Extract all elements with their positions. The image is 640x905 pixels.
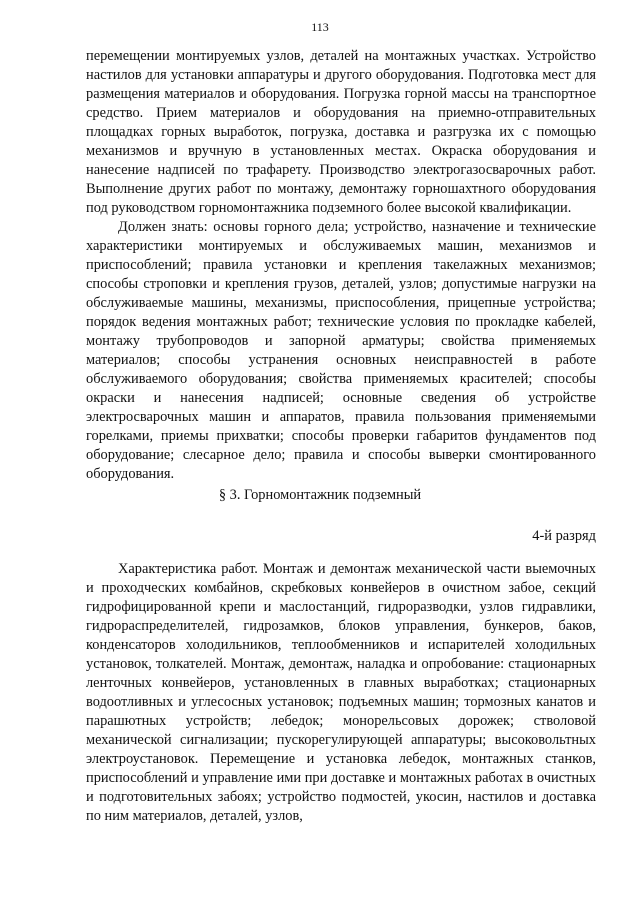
- text-block-top: [86, 47, 596, 484]
- grade-label: 4-й разряд: [532, 528, 596, 544]
- paragraph-continuation: перемещении монтируемых узлов, деталей на монтажных участках. Устройство настилов для установки аппаратуры и другого оборудования. Подготовка мест для размещения материалов и оборудования. Погрузка горной массы на транспортное средство. Прием материалов и оборудования на приемно-отправительных площадках горных выработок, погрузка, доставка и разгрузка их с помощью механизмов и вручную в установленных местах. Окраска оборудования и нанесение надписей по трафарету. Производство электрогазосварочных работ. Выполнение других работ по монтажу, демонтажу горношахтного оборудования под руководством горномонтажника подземного более высокой квалификации.: [86, 48, 596, 216]
- page-number: 113: [311, 20, 329, 34]
- section-heading: § 3. Горномонтажник подземный: [218, 487, 422, 503]
- paragraph-work-description: Характеристика работ. Монтаж и демонтаж механической части выемочных и проходческих комбайнов, скребковых конвейеров в очистном забое, секций гидрофицированной крепи и маслостанций, гидроразводки, узлов гидравлики, гидрораспределителей, гидрозамков, блоков управления, бункеров, баков, конденсаторов холодильников, теплообменников и испарителей холодильных установок, толкателей. Монтаж, демонтаж, наладка и опробование: стационарных ленточных конвейеров, установленных в главных выработках; стационарных водоотливных и углесосных установок; подъемных машин; тормозных канатов и парашютных устройств; лебедок; монорельсовых дорожек; стволовой механической сигнализации; пускорегулирующей аппаратуры; высоковольтных электроустановок. Перемещение и установка лебедок, монтажных станков, приспособлений и управление ими при доставке и монтажных работах в очистных и подготовительных забоях; устройство подмостей, укосин, настилов и доставка по ним материалов, деталей, узлов,: [86, 561, 596, 824]
- paragraph-must-know: Должен знать: основы горного дела; устройство, назначение и технические характеристики монтируемых и обслуживаемых машин, механизмов и приспособлений; правила установки и крепления такелажных механизмов; способы строповки и крепления грузов, деталей, узлов; допустимые нагрузки на обслуживаемые машины, механизмы, приспособления, прицепные устройства; порядок ведения монтажных работ; технические условия по прокладке кабелей, монтажу трубопроводов и запорной арматуры; свойства применяемых материалов; способы устранения основных неисправностей в работе обслуживаемого оборудования; свойства применяемых красителей; способы окраски и нанесения надписей; основные сведения об устройстве электросварочных машин и аппаратов, правила пользования применяемыми горелками, приемы прихватки; способы проверки габаритов фундаментов под оборудование; слесарное дело; правила и способы выверки смонтированного оборудования.: [86, 219, 596, 482]
- text-block-bottom: [86, 560, 596, 826]
